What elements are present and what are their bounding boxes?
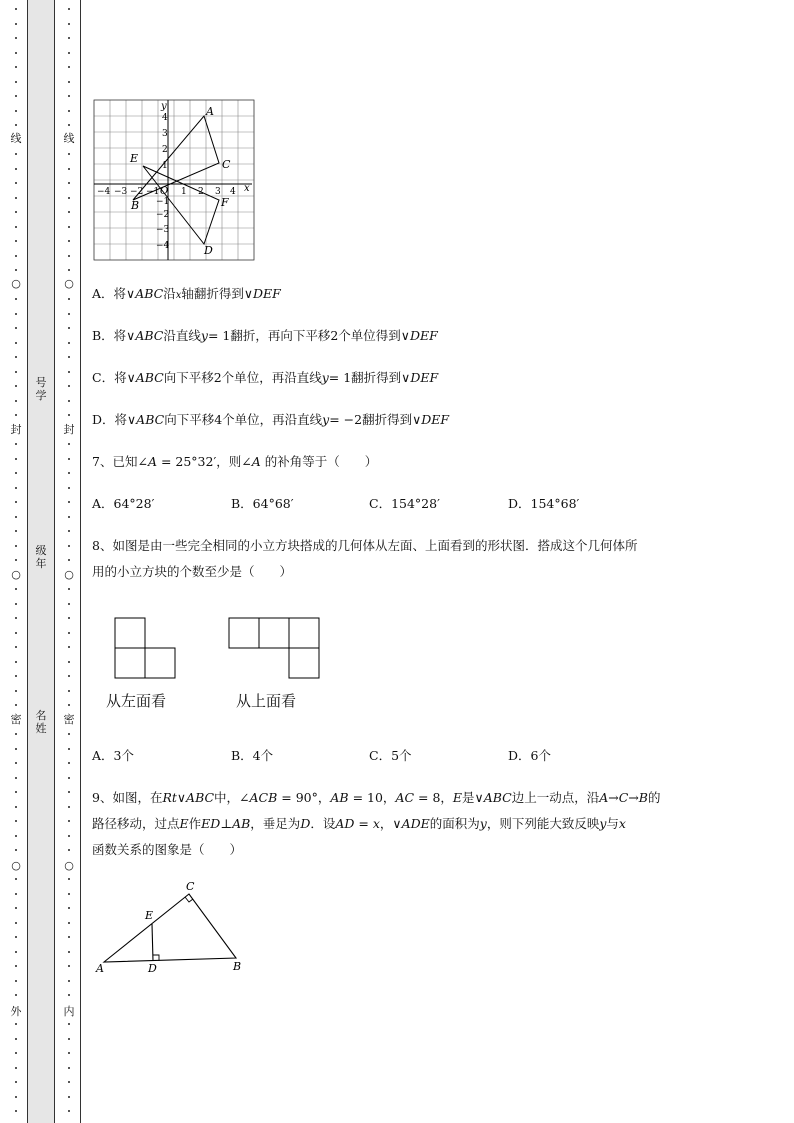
q7-option-a[interactable]: A．64°28′ bbox=[92, 496, 155, 511]
q9-text: 是∨ bbox=[462, 790, 484, 805]
binding-dot bbox=[15, 458, 17, 460]
x-axis-label: x bbox=[244, 183, 250, 194]
q6-d-mid2: = −2翻折得到∨ bbox=[329, 412, 422, 427]
binding-dot bbox=[68, 893, 70, 895]
binding-dot bbox=[15, 66, 17, 68]
outer-dotted-line bbox=[9, 0, 23, 1123]
point-c: C bbox=[186, 880, 195, 893]
tick-y-4: 4 bbox=[162, 113, 168, 123]
point-c: C bbox=[222, 158, 231, 171]
margin-border-line bbox=[80, 0, 81, 1123]
tick-y-neg1: −1 bbox=[156, 197, 170, 207]
binding-dot bbox=[68, 777, 70, 779]
binding-dot bbox=[15, 1081, 17, 1083]
q9-math: ED bbox=[201, 816, 221, 831]
outer-mark-circle: ○ bbox=[9, 278, 23, 289]
q9-text: ，垂足为 bbox=[250, 816, 301, 831]
q9-math: ADE bbox=[401, 816, 430, 831]
top-view-cube-4 bbox=[289, 648, 319, 678]
q6-coordinate-figure bbox=[92, 98, 258, 264]
binding-dot bbox=[68, 472, 70, 474]
field-label-hao-xue: 号学 bbox=[35, 376, 47, 402]
binding-dot bbox=[68, 226, 70, 228]
q6-d-mid: 向下平移4个单位，再沿直线 bbox=[164, 412, 323, 427]
binding-dot bbox=[15, 516, 17, 518]
q6-b-pre: B．将∨ bbox=[92, 328, 136, 343]
tick-y-neg4: −4 bbox=[156, 241, 170, 251]
field-label-ji-nian: 级年 bbox=[35, 544, 47, 570]
q8-stem-line2: 用的小立方块的个数至少是（ ） bbox=[92, 564, 293, 579]
binding-dot bbox=[68, 298, 70, 300]
binding-dot bbox=[68, 603, 70, 605]
binding-dot bbox=[15, 820, 17, 822]
binding-dot bbox=[15, 487, 17, 489]
binding-dot bbox=[15, 1038, 17, 1040]
binding-dot bbox=[68, 530, 70, 532]
inner-mark-circle: ○ bbox=[62, 569, 76, 580]
segment-ed bbox=[152, 924, 153, 961]
binding-dot bbox=[68, 1038, 70, 1040]
q7-stem bbox=[92, 452, 377, 470]
q6-b-mid2: = 1翻折，再向下平移2个单位得到∨ bbox=[207, 328, 410, 343]
binding-dot bbox=[15, 530, 17, 532]
binding-dot bbox=[15, 1096, 17, 1098]
triangle-def bbox=[143, 166, 219, 244]
binding-dot bbox=[15, 1067, 17, 1069]
binding-dot bbox=[15, 197, 17, 199]
q9-stem-line2 bbox=[92, 814, 626, 832]
binding-dot bbox=[15, 110, 17, 112]
q9-text: → bbox=[628, 790, 639, 805]
q7-stem-pre: 7、已知∠ bbox=[92, 454, 148, 469]
q8-caption-top: 从上面看 bbox=[236, 692, 297, 710]
q7-option-c[interactable]: C．154°28′ bbox=[369, 496, 440, 511]
binding-dot bbox=[68, 936, 70, 938]
binding-dot bbox=[15, 269, 17, 271]
binding-dot bbox=[68, 733, 70, 735]
origin-label: O bbox=[160, 186, 169, 197]
outer-mark-feng: 封 bbox=[10, 423, 22, 436]
binding-dot bbox=[68, 197, 70, 199]
binding-dot bbox=[68, 124, 70, 126]
binding-dot bbox=[15, 777, 17, 779]
tick-y-2: 2 bbox=[162, 145, 168, 155]
binding-dot bbox=[15, 545, 17, 547]
inner-mark-nei: 内 bbox=[63, 1005, 75, 1018]
q6-a-m1: ABC bbox=[135, 286, 164, 301]
binding-dot bbox=[15, 1023, 17, 1025]
q9-math: ACB bbox=[249, 790, 278, 805]
outer-mark-xian: 线 bbox=[10, 132, 22, 145]
q9-math: ABC bbox=[483, 790, 512, 805]
binding-dot bbox=[68, 269, 70, 271]
binding-dot bbox=[68, 1096, 70, 1098]
q9-text: = 8， bbox=[414, 790, 453, 805]
top-view-cube-3 bbox=[289, 618, 319, 648]
q9-text: = bbox=[354, 816, 373, 831]
q9-text: = 90°， bbox=[277, 790, 331, 805]
binding-dot bbox=[68, 588, 70, 590]
binding-dot bbox=[68, 168, 70, 170]
q9-math: y bbox=[479, 816, 487, 831]
binding-dot bbox=[68, 501, 70, 503]
outer-mark-circle: ○ bbox=[9, 569, 23, 580]
q9-triangle-figure bbox=[94, 878, 254, 978]
binding-dot bbox=[15, 603, 17, 605]
point-d: D bbox=[204, 244, 213, 257]
tick-x-3: 3 bbox=[215, 187, 221, 197]
tick-x-neg4: −4 bbox=[97, 187, 111, 197]
binding-dot bbox=[15, 443, 17, 445]
binding-dot bbox=[68, 632, 70, 634]
q9-text: 作 bbox=[188, 816, 202, 831]
q7-option-d[interactable]: D．154°68′ bbox=[508, 496, 580, 511]
binding-dot bbox=[68, 951, 70, 953]
q9-math: B bbox=[638, 790, 648, 805]
binding-dot bbox=[68, 965, 70, 967]
binding-dot bbox=[15, 37, 17, 39]
q6-c-mid: 向下平移2个单位，再沿直线 bbox=[163, 370, 322, 385]
binding-dot bbox=[68, 806, 70, 808]
binding-margin bbox=[0, 0, 82, 1123]
binding-dot bbox=[68, 907, 70, 909]
binding-dot bbox=[68, 994, 70, 996]
field-label-ming-xing: 名姓 bbox=[35, 709, 47, 735]
q9-text: = 10， bbox=[348, 790, 396, 805]
binding-dot bbox=[68, 414, 70, 416]
q9-text: 边上一动点，沿 bbox=[511, 790, 600, 805]
binding-dot bbox=[68, 52, 70, 54]
binding-dot bbox=[15, 371, 17, 373]
q6-a-m3: DEF bbox=[253, 286, 281, 301]
q9-math: A bbox=[599, 790, 609, 805]
binding-dot bbox=[15, 211, 17, 213]
tick-y-neg3: −3 bbox=[156, 225, 170, 235]
binding-dot bbox=[15, 965, 17, 967]
q9-text: 中，∠ bbox=[214, 790, 250, 805]
inner-dotted-line bbox=[62, 0, 76, 1123]
binding-dot bbox=[68, 1023, 70, 1025]
tick-y-3: 3 bbox=[162, 129, 168, 139]
q6-option-c[interactable] bbox=[92, 368, 438, 386]
binding-dot bbox=[68, 980, 70, 982]
q9-math: E bbox=[452, 790, 463, 805]
point-e: E bbox=[145, 909, 154, 922]
point-a: A bbox=[206, 105, 214, 118]
binding-dot bbox=[15, 23, 17, 25]
binding-dot bbox=[15, 124, 17, 126]
q7-stem-m1: A bbox=[147, 454, 157, 469]
binding-dot bbox=[15, 893, 17, 895]
q8-option-a[interactable]: A．3个 bbox=[92, 748, 134, 763]
point-d: D bbox=[148, 962, 157, 975]
binding-dot bbox=[15, 8, 17, 10]
binding-dot bbox=[15, 52, 17, 54]
binding-dot bbox=[68, 66, 70, 68]
binding-dot bbox=[68, 211, 70, 213]
q9-text: 的面积为 bbox=[429, 816, 480, 831]
binding-dot bbox=[15, 240, 17, 242]
binding-dot bbox=[68, 400, 70, 402]
q6-b-mid: 沿直线 bbox=[163, 328, 201, 343]
binding-dot bbox=[15, 588, 17, 590]
binding-dot bbox=[68, 327, 70, 329]
binding-dot bbox=[68, 443, 70, 445]
binding-dot bbox=[68, 1081, 70, 1083]
y-axis-label: y bbox=[161, 101, 167, 112]
tick-x-neg1: −1 bbox=[146, 187, 160, 197]
binding-dot bbox=[68, 487, 70, 489]
binding-dot bbox=[68, 458, 70, 460]
q6-a-mid2: 轴翻折得到∨ bbox=[181, 286, 254, 301]
binding-dot bbox=[15, 748, 17, 750]
tick-x-neg2: −2 bbox=[130, 187, 144, 197]
q9-math: AC bbox=[395, 790, 415, 805]
binding-dot bbox=[68, 849, 70, 851]
binding-dot bbox=[15, 878, 17, 880]
binding-dot bbox=[15, 400, 17, 402]
binding-dot bbox=[68, 661, 70, 663]
binding-dot bbox=[68, 820, 70, 822]
binding-dot bbox=[68, 1052, 70, 1054]
binding-dot bbox=[15, 81, 17, 83]
binding-dot bbox=[15, 414, 17, 416]
binding-dot bbox=[68, 8, 70, 10]
binding-dot bbox=[68, 81, 70, 83]
binding-dot bbox=[15, 791, 17, 793]
q9-math: x bbox=[372, 816, 380, 831]
binding-dot bbox=[68, 617, 70, 619]
binding-dot bbox=[15, 255, 17, 257]
inner-mark-mi: 密 bbox=[63, 713, 75, 726]
q9-text: ，∨ bbox=[379, 816, 402, 831]
binding-dot bbox=[15, 472, 17, 474]
binding-dot bbox=[15, 501, 17, 503]
binding-dot bbox=[15, 313, 17, 315]
point-a: A bbox=[96, 962, 104, 975]
binding-dot bbox=[68, 356, 70, 358]
q9-math: AD bbox=[335, 816, 355, 831]
top-view-cube-1 bbox=[229, 618, 259, 648]
q6-b-m1: ABC bbox=[135, 328, 164, 343]
binding-dot bbox=[68, 516, 70, 518]
binding-dot bbox=[68, 791, 70, 793]
binding-dot bbox=[15, 1052, 17, 1054]
q8-option-b[interactable]: B．4个 bbox=[231, 748, 274, 763]
binding-dot bbox=[15, 806, 17, 808]
binding-dot bbox=[15, 646, 17, 648]
binding-dot bbox=[15, 1110, 17, 1112]
binding-dot bbox=[68, 690, 70, 692]
q9-text: 与 bbox=[606, 816, 619, 831]
binding-dot bbox=[15, 327, 17, 329]
binding-dot bbox=[68, 559, 70, 561]
binding-dot bbox=[68, 545, 70, 547]
binding-dot bbox=[15, 356, 17, 358]
binding-dot bbox=[68, 342, 70, 344]
binding-dot bbox=[68, 922, 70, 924]
binding-dot bbox=[68, 37, 70, 39]
binding-dot bbox=[15, 632, 17, 634]
binding-dot bbox=[68, 675, 70, 677]
binding-dot bbox=[68, 153, 70, 155]
binding-dot bbox=[68, 1110, 70, 1112]
q6-d-m2: y bbox=[322, 412, 330, 427]
binding-dot bbox=[68, 704, 70, 706]
q7-stem-post: 的补角等于（ ） bbox=[260, 454, 378, 469]
binding-dot bbox=[15, 95, 17, 97]
q9-math: AB bbox=[232, 816, 251, 831]
tick-x-4: 4 bbox=[230, 187, 236, 197]
binding-dot bbox=[68, 835, 70, 837]
q9-math: D bbox=[300, 816, 311, 831]
binding-dot bbox=[15, 182, 17, 184]
q6-a-mid: 沿 bbox=[163, 286, 176, 301]
top-view-cube-2 bbox=[259, 618, 289, 648]
binding-dot bbox=[68, 313, 70, 315]
point-e: E bbox=[130, 152, 139, 165]
q6-c-m3: DEF bbox=[410, 370, 439, 385]
binding-dot bbox=[15, 994, 17, 996]
binding-dot bbox=[68, 646, 70, 648]
q6-d-m1: ABC bbox=[136, 412, 165, 427]
q9-math: Rt∨ABC bbox=[162, 790, 215, 805]
left-view-cube-bottom-right bbox=[145, 648, 175, 678]
q7-stem-m2: A bbox=[251, 454, 261, 469]
q9-stem-line3: 函数关系的图象是（ ） bbox=[92, 842, 243, 857]
left-view-cube-top bbox=[115, 618, 145, 648]
q9-math: y bbox=[599, 816, 607, 831]
q8-caption-left: 从左面看 bbox=[106, 692, 167, 710]
binding-dot bbox=[68, 240, 70, 242]
q9-math: x bbox=[618, 816, 626, 831]
binding-dot bbox=[68, 762, 70, 764]
outer-mark-wai: 外 bbox=[10, 1005, 22, 1018]
binding-dot bbox=[15, 922, 17, 924]
binding-dot bbox=[15, 835, 17, 837]
outer-mark-circle: ○ bbox=[9, 860, 23, 871]
q9-text: 的 bbox=[647, 790, 661, 805]
binding-dot bbox=[68, 1067, 70, 1069]
q8-option-c[interactable]: C．5个 bbox=[369, 748, 412, 763]
q8-stem-line1: 8、如图是由一些完全相同的小立方块搭成的几何体从左面、上面看到的形状图．搭成这个几何体所 bbox=[92, 538, 638, 553]
q9-text: 9、如图，在 bbox=[92, 790, 163, 805]
binding-dot bbox=[15, 936, 17, 938]
inner-mark-feng: 封 bbox=[63, 423, 75, 436]
tick-x-1: 1 bbox=[181, 187, 187, 197]
binding-dot bbox=[15, 298, 17, 300]
q6-b-m2: y bbox=[200, 328, 208, 343]
binding-dot bbox=[15, 733, 17, 735]
tick-y-1: 1 bbox=[162, 161, 168, 171]
q6-d-m3: DEF bbox=[421, 412, 450, 427]
q9-text: 路径移动，过点 bbox=[92, 816, 180, 831]
binding-dot bbox=[15, 951, 17, 953]
binding-dot bbox=[15, 226, 17, 228]
q6-c-pre: C．将∨ bbox=[92, 370, 136, 385]
binding-dot bbox=[68, 182, 70, 184]
point-b: B bbox=[131, 199, 140, 212]
q8-option-d[interactable]: D．6个 bbox=[508, 748, 551, 763]
q9-stem-line1 bbox=[92, 788, 661, 806]
q6-d-pre: D．将∨ bbox=[92, 412, 137, 427]
q6-b-m3: DEF bbox=[409, 328, 438, 343]
q9-math: AB bbox=[330, 790, 349, 805]
binding-dot bbox=[68, 95, 70, 97]
q9-text: ，则下列能大致反映 bbox=[486, 816, 600, 831]
point-b: B bbox=[233, 960, 242, 973]
binding-dot bbox=[15, 907, 17, 909]
tick-x-neg3: −3 bbox=[114, 187, 128, 197]
binding-dot bbox=[15, 153, 17, 155]
binding-dot bbox=[15, 661, 17, 663]
inner-mark-circle: ○ bbox=[62, 860, 76, 871]
outer-mark-mi: 密 bbox=[10, 713, 22, 726]
q6-option-d[interactable] bbox=[92, 410, 449, 428]
binding-dot bbox=[68, 255, 70, 257]
point-f: F bbox=[221, 196, 229, 209]
q9-text: → bbox=[608, 790, 619, 805]
binding-dot bbox=[15, 980, 17, 982]
binding-dot bbox=[15, 385, 17, 387]
q6-option-a[interactable] bbox=[92, 284, 281, 302]
binding-dot bbox=[68, 748, 70, 750]
q9-math: C bbox=[618, 790, 629, 805]
q6-a-m2: x bbox=[175, 290, 182, 301]
q6-c-m1: ABC bbox=[135, 370, 164, 385]
q9-math: E bbox=[179, 816, 189, 831]
binding-dot bbox=[15, 690, 17, 692]
binding-dot bbox=[15, 675, 17, 677]
triangle-abc bbox=[104, 894, 236, 962]
q6-a-pre: A．将∨ bbox=[92, 286, 136, 301]
q7-stem-mid: = 25°32′，则∠ bbox=[156, 454, 252, 469]
q8-left-view bbox=[114, 617, 176, 679]
binding-dot bbox=[68, 385, 70, 387]
q9-text: ⊥ bbox=[220, 816, 233, 831]
binding-dot bbox=[68, 878, 70, 880]
binding-dot bbox=[15, 704, 17, 706]
tick-x-2: 2 bbox=[198, 187, 204, 197]
binding-dot bbox=[68, 110, 70, 112]
q7-option-b[interactable]: B．64°68′ bbox=[231, 496, 294, 511]
q6-c-mid2: = 1翻折得到∨ bbox=[328, 370, 411, 385]
binding-dot bbox=[15, 342, 17, 344]
binding-dot bbox=[15, 617, 17, 619]
binding-dot bbox=[15, 849, 17, 851]
tick-y-neg2: −2 bbox=[156, 210, 170, 220]
inner-mark-circle: ○ bbox=[62, 278, 76, 289]
q6-c-m2: y bbox=[321, 370, 329, 385]
binding-dot bbox=[15, 762, 17, 764]
binding-dot bbox=[68, 371, 70, 373]
q9-text: ．设 bbox=[310, 816, 336, 831]
q6-option-b[interactable] bbox=[92, 326, 438, 344]
q8-top-view bbox=[228, 617, 320, 679]
binding-dot bbox=[15, 559, 17, 561]
left-view-cube-bottom-left bbox=[115, 648, 145, 678]
inner-mark-xian: 线 bbox=[63, 132, 75, 145]
binding-dot bbox=[68, 23, 70, 25]
binding-dot bbox=[15, 168, 17, 170]
